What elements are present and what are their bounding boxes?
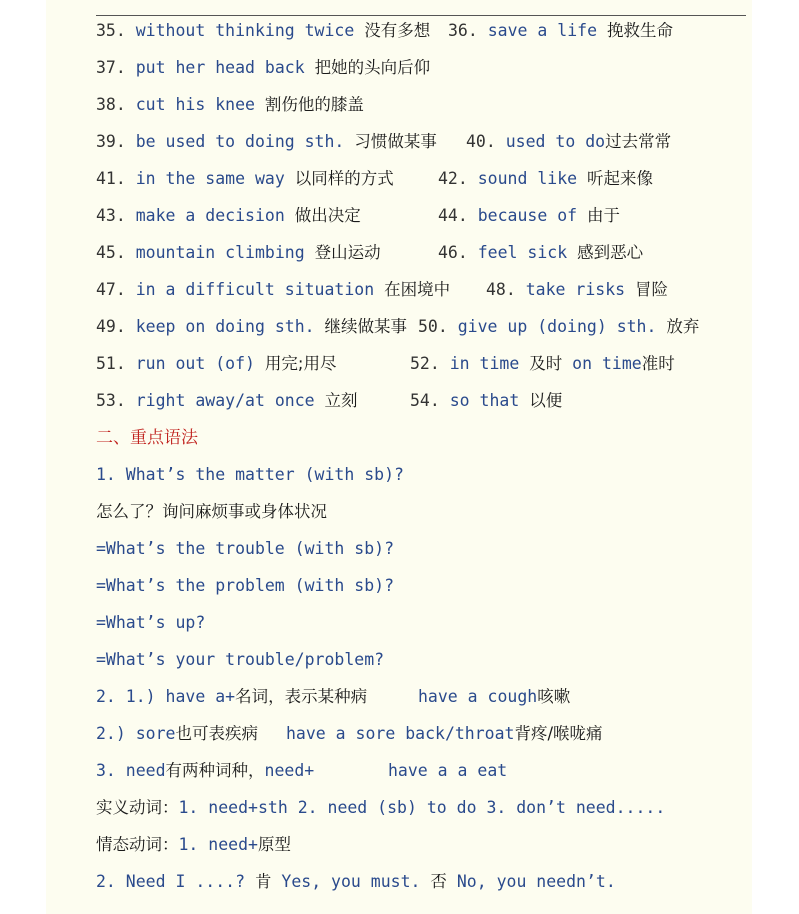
- vocab-row-53: 53. right away/at once 立刻: [96, 391, 358, 410]
- grammar-point-2b: 2.) sore也可表疾病: [96, 724, 258, 743]
- vocab-row-38: 38. cut his knee 割伤他的膝盖: [96, 95, 364, 114]
- vocab-row-43: 43. make a decision 做出决定: [96, 206, 361, 225]
- grammar-equivalent-4: =What’s your trouble/problem?: [96, 650, 385, 669]
- grammar-point-2b-example: have a sore back/throat背疼/喉咙痛: [286, 724, 603, 743]
- vocab-row-41: 41. in the same way 以同样的方式: [96, 169, 394, 188]
- vocab-row-35: 35. without thinking twice 没有多想: [96, 21, 431, 40]
- grammar-point-3: 3. need有两种词种，need+: [96, 761, 315, 780]
- vocab-row-42: 42. sound like 听起来像: [438, 169, 654, 188]
- vocab-row-37: 37. put her head back 把她的头向后仰: [96, 58, 431, 77]
- vocab-row-48: 48. take risks 冒险: [486, 280, 669, 299]
- vocab-row-40: 40. used to do过去常常: [466, 132, 672, 151]
- vocab-row-44: 44. because of 由于: [438, 206, 621, 225]
- grammar-point-1: 1. What’s the matter (with sb)?: [96, 465, 404, 484]
- grammar-point-3-question: 2. Need I ....? 肯 Yes, you must. 否 No, you needn’t.: [96, 872, 616, 891]
- grammar-point-2-example: have a cough咳嗽: [418, 687, 571, 706]
- vocab-row-50: 50. give up (doing) sth. 放弃: [418, 317, 700, 336]
- top-rule: [96, 15, 746, 16]
- grammar-equivalent-2: =What’s the problem (with sb)?: [96, 576, 395, 595]
- document-page: [46, 0, 752, 914]
- vocab-row-39: 39. be used to doing sth. 习惯做某事: [96, 132, 437, 151]
- grammar-point-3-modal: 情态动词：1. need+原型: [96, 835, 291, 854]
- grammar-equivalent-3: =What’s up?: [96, 613, 206, 632]
- vocab-row-49: 49. keep on doing sth. 继续做某事: [96, 317, 407, 336]
- section-heading: 二、重点语法: [96, 428, 198, 448]
- grammar-equivalent-1: =What’s the trouble (with sb)?: [96, 539, 395, 558]
- grammar-point-3-end: have a a eat: [388, 761, 508, 780]
- grammar-point-2: 2. 1.) have a+名词，表示某种病: [96, 687, 368, 706]
- vocab-row-51: 51. run out (of) 用完;用尽: [96, 354, 337, 373]
- vocab-row-52: 52. in time 及时 on time准时: [410, 354, 675, 373]
- vocab-row-47: 47. in a difficult situation 在困境中: [96, 280, 451, 299]
- vocab-row-45: 45. mountain climbing 登山运动: [96, 243, 381, 262]
- vocab-row-54: 54. so that 以便: [410, 391, 563, 410]
- vocab-row-46: 46. feel sick 感到恶心: [438, 243, 644, 262]
- vocab-row-36: 36. save a life 挽救生命: [448, 21, 673, 40]
- grammar-point-1-zh: 怎么了？询问麻烦事或身体状况: [96, 502, 327, 521]
- grammar-point-3-notional: 实义动词：1. need+sth 2. need (sb) to do 3. don’t need.....: [96, 798, 666, 817]
